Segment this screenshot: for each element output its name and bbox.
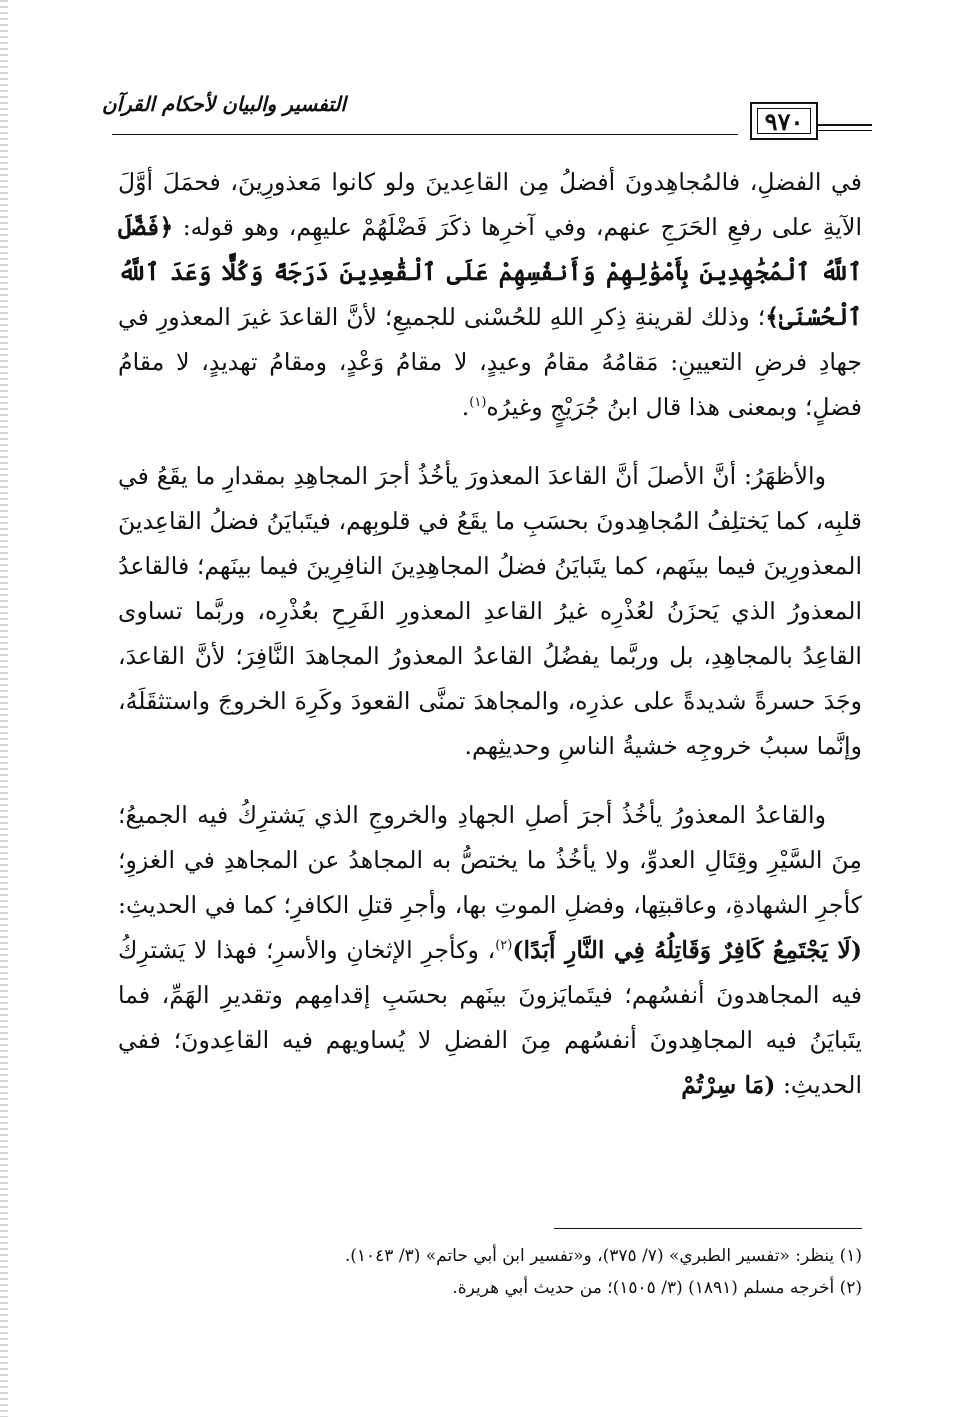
header-ornament-rule: [816, 124, 872, 126]
text-segment: والقاعدُ المعذورُ يأخُذُ أجرَ أصلِ الجهادِ والخروجِ الذي يَشترِكُ فيه الجميعُ؛ مِنَ السَّيْرِ وقِتَالِ العدوِّ، ولا يأخُذُ ما يختصُّ به المجاهدُ عن المجاهدِ في الغزوِ؛ كأجرِ الشهادةِ، وعاقبتِها، وفضلِ الموتِ بها، وأجرِ قتلِ الكافرِ؛ كما في الحديثِ:: [118, 801, 862, 919]
text-segment: .: [461, 393, 470, 421]
footnote-item: [118, 1240, 862, 1272]
quran-verse: ﴿فَضَّلَ ٱللَّهُ ٱلْمُجَٰهِدِينَ بِأَمْوَٰلِهِمْ وَأَنفُسِهِمْ عَلَى ٱلْقَٰعِدِينَ دَرَجَةً وَكُلًّا وَعَدَ ٱللَّهُ ٱلْحُسْنَىٰ﴾: [118, 213, 862, 331]
paragraph: [118, 454, 862, 769]
footnote-separator: [554, 1228, 862, 1229]
footnote-number: (١): [839, 1246, 862, 1266]
header-ornament-rule-thin: [816, 130, 872, 131]
footnote-number: (٢): [839, 1278, 862, 1298]
text-segment: ، وكأجرِ الإثخانِ والأسرِ؛ فهذا لا يَشترِكُ فيه المجاهدونَ أنفسُهم؛ فيتَمايَزونَ بينَهم بحسَبِ إقدامِهم وتقديرِ الهَمِّ، فما يتَبايَنُ فيه المجاهِدونَ أنفسُهم مِنَ الفضلِ لا يُساويهم فيه القاعِدونَ؛ ففي الحديثِ:: [118, 936, 862, 1099]
hadith-quote: (مَا سِرْتُمْ: [681, 1071, 776, 1099]
footnote-ref[interactable]: (١): [469, 395, 487, 411]
footnote-text: ينظر: «تفسير الطبري» (٧/ ٣٧٥)، و«تفسير ابن أبي حاتم» (٣/ ١٠٤٣).: [344, 1246, 835, 1266]
hadith-quote: (لَا يَجْتَمِعُ كَافِرٌ وَقَاتِلُهُ فِي النَّارِ أَبَدًا): [512, 936, 862, 964]
text-segment: في الفضلِ، فالمُجاهِدونَ أفضلُ مِن القاعِدينَ ولو كانوا مَعذورِينَ، فحمَلَ أوَّلَ الآيةِ على رفعِ الحَرَجِ عنهم، وفي آخرِها ذكَرَ فَضْلَهُمْ عليهِم، وهو قوله:: [118, 168, 862, 241]
page-header: [101, 88, 872, 148]
footnote-text: أخرجه مسلم (١٨٩١) (٣/ ١٥٠٥)؛ من حديث أبي هريرة.: [452, 1278, 835, 1298]
text-segment: ؛ وذلك لقرينةِ ذِكرِ اللهِ للحُسْنى للجميعِ؛ لأنَّ القاعدَ غيرَ المعذورِ في جهادِ فرضِ التعيينِ: مَقامُهُ مقامُ وعيدٍ، لا مقامُ وَعْدٍ، ومقامُ تهديدٍ، لا مقامُ فضلٍ؛ وبمعنى هذا قال ابنُ جُرَيْجٍ وغيرُه: [118, 303, 862, 421]
footnote-ref[interactable]: (٢): [495, 938, 513, 954]
footnotes: [118, 1240, 862, 1304]
text-segment: والأظهَرُ: أنَّ الأصلَ أنَّ القاعدَ المعذورَ يأخُذُ أجرَ المجاهِدِ بمقدارِ ما يقَعُ في قلبِه، كما يَختلِفُ المُجاهِدونَ بحسَبِ ما يقَعُ في قلوبِهم، فيتَبايَنُ فضلُ القاعِدينَ المعذورِينَ فيما بينَهم، كما يتَبايَنُ فضلُ المجاهِدِينَ النافِرِينَ فيما بينَهم؛ فالقاعدُ المعذورُ الذي يَحزَنُ لعُذْرِه غيرُ القاعدِ المعذورِ الفَرِحِ بعُذْرِه، وربَّما تساوى القاعِدُ بالمجاهِدِ، بل وربَّما يفضُلُ القاعدُ المعذورُ المجاهدَ النَّافِرَ؛ لأنَّ القاعدَ، وجَدَ حسرةً شديدةً على عذرِه، والمجاهدَ تمنَّى القعودَ وكَرِهَ الخروجَ واستثقَلَهُ، وإنَّما سببُ خروجِه خشيةُ الناسِ وحديثِهم.: [118, 462, 862, 760]
paragraph: [118, 160, 862, 430]
footnote-item: [118, 1272, 862, 1304]
running-title: التفسير والبيان لأحكام القرآن: [101, 92, 346, 116]
page-number-box: [750, 102, 818, 140]
page-number: ٩٧٠: [757, 108, 811, 134]
main-text: [118, 160, 862, 1108]
paragraph: [118, 793, 862, 1108]
scan-edge: [0, 0, 8, 1417]
header-rule: [112, 134, 738, 135]
